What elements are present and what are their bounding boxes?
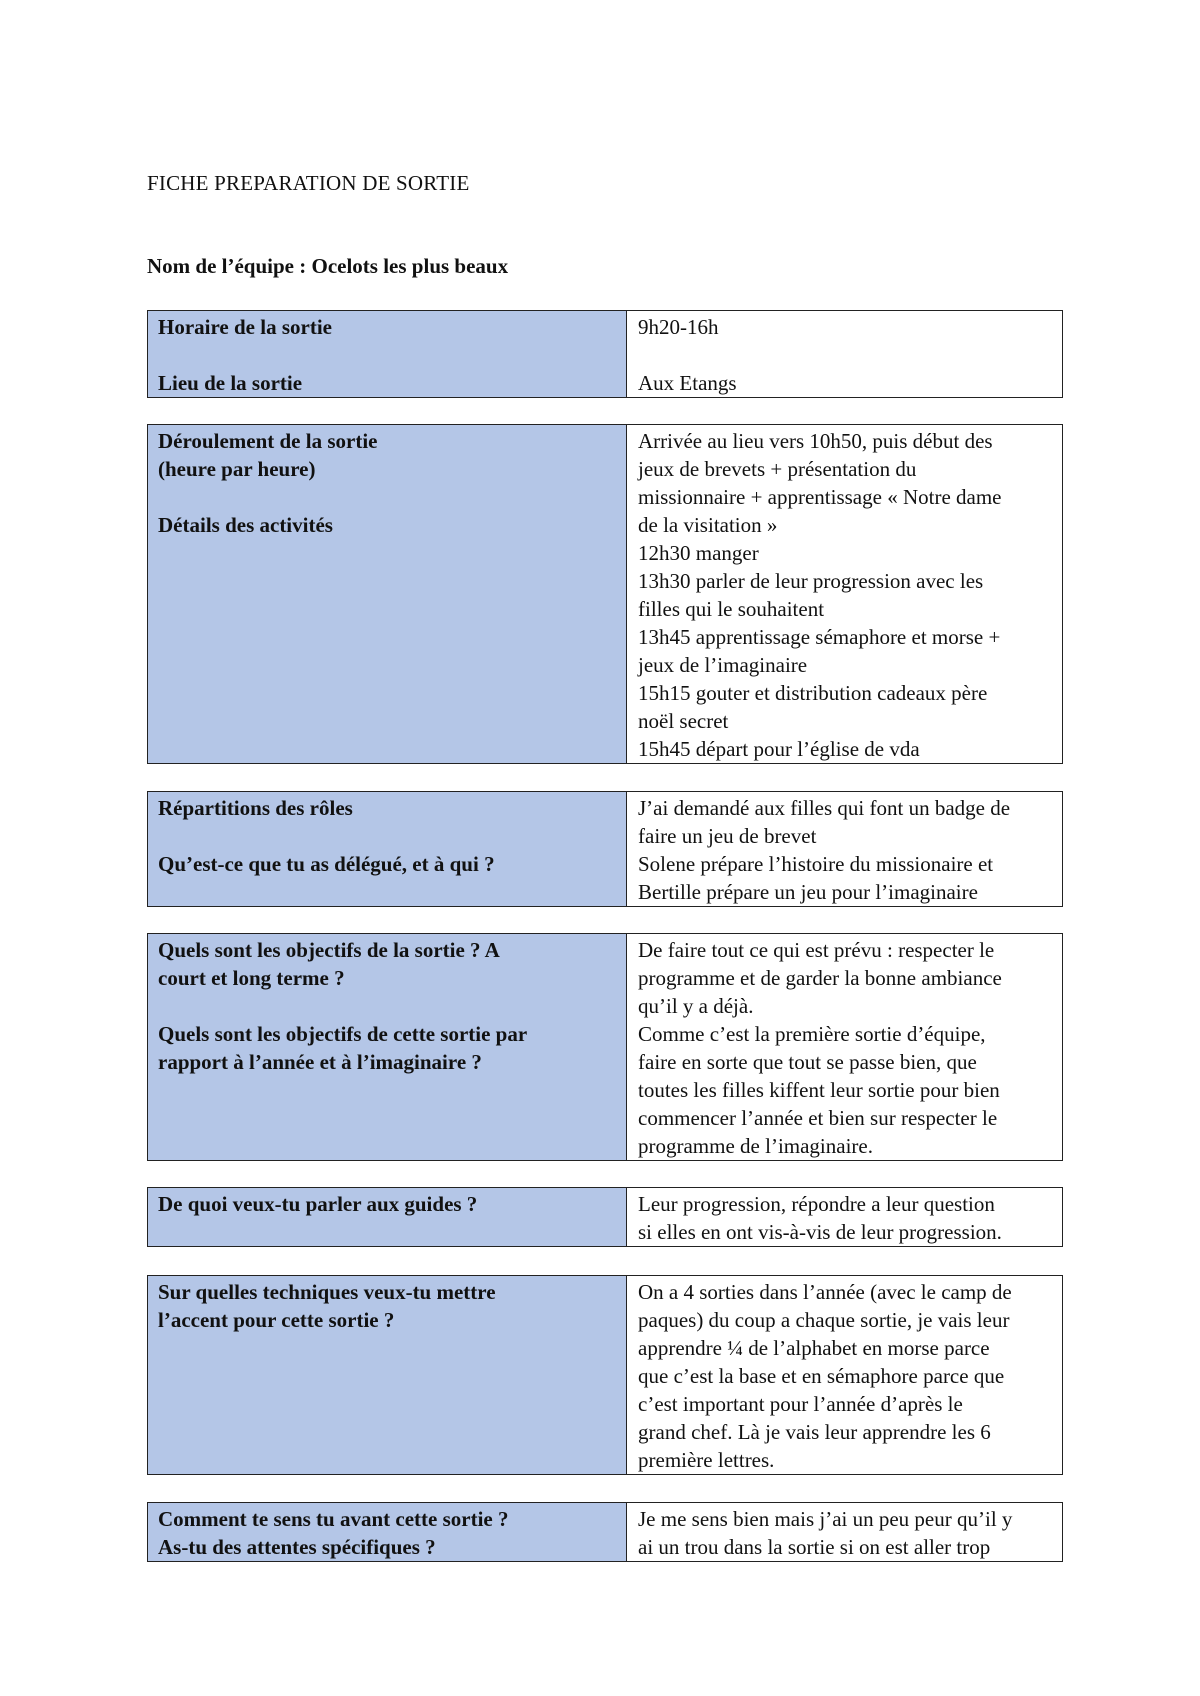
text-line: Répartitions des rôles xyxy=(158,796,353,820)
blank-line xyxy=(158,992,616,1020)
text-line: l’accent pour cette sortie ? xyxy=(158,1308,395,1332)
text-line: Aux Etangs xyxy=(638,371,737,395)
schedule-location-answer xyxy=(627,311,1063,398)
text-line: rapport à l’année et à l’imaginaire ? xyxy=(158,1050,482,1074)
text-line: Quels sont les objectifs de la sortie ? A xyxy=(158,938,500,962)
team-label: Nom de l’équipe : xyxy=(147,254,307,278)
text-line: commencer l’année et bien sur respecter le xyxy=(638,1106,998,1130)
text-line: Qu’est-ce que tu as délégué, et à qui ? xyxy=(158,852,495,876)
text-line: missionnaire + apprentissage « Notre dame xyxy=(638,485,1002,509)
roles-question xyxy=(148,792,627,907)
text-line: toutes les filles kiffent leur sortie pour bien xyxy=(638,1078,1000,1102)
text-line: Horaire de la sortie xyxy=(158,315,332,339)
text-line: As-tu des attentes spécifiques ? xyxy=(158,1535,436,1559)
text-line: ai un trou dans la sortie si on est aller trop xyxy=(638,1535,991,1559)
text-line: jeux de l’imaginaire xyxy=(638,653,808,677)
text-line: Arrivée au lieu vers 10h50, puis début des xyxy=(638,429,993,453)
text-line: Détails des activités xyxy=(158,513,333,537)
schedule-location-question xyxy=(148,311,627,398)
text-line: faire en sorte que tout se passe bien, que xyxy=(638,1050,977,1074)
text-line: court et long terme ? xyxy=(158,966,345,990)
text-line: Comme c’est la première sortie d’équipe, xyxy=(638,1022,986,1046)
team-line xyxy=(147,254,508,279)
text-line: Bertille prépare un jeu pour l’imaginaire xyxy=(638,880,978,904)
schedule-location-table xyxy=(147,310,1063,398)
blank-line xyxy=(158,483,616,511)
roles-answer xyxy=(627,792,1063,907)
text-line: Je me sens bien mais j’ai un peu peur qu’il y xyxy=(638,1507,1013,1531)
text-line: (heure par heure) xyxy=(158,457,316,481)
text-line: 9h20-16h xyxy=(638,315,719,339)
blank-line xyxy=(158,822,616,850)
guides-topic-question xyxy=(148,1188,627,1247)
text-line: jeux de brevets + présentation du xyxy=(638,457,917,481)
text-line: noël secret xyxy=(638,709,729,733)
blank-line xyxy=(158,341,616,369)
text-line: filles qui le souhaitent xyxy=(638,597,825,621)
blank-line xyxy=(638,341,1052,369)
text-line: de la visitation » xyxy=(638,513,778,537)
schedule-details-answer xyxy=(627,425,1063,764)
text-line: Solene prépare l’histoire du missionaire et xyxy=(638,852,994,876)
document-title: FICHE PREPARATION DE SORTIE xyxy=(147,171,470,195)
text-line: que c’est la base et en sémaphore parce que xyxy=(638,1364,1005,1388)
guides-topic-table xyxy=(147,1187,1063,1247)
text-line: qu’il y a déjà. xyxy=(638,994,754,1018)
roles-table xyxy=(147,791,1063,907)
text-line: J’ai demandé aux filles qui font un badge de xyxy=(638,796,1011,820)
techniques-question xyxy=(148,1276,627,1475)
schedule-details-question xyxy=(148,425,627,764)
text-line: grand chef. Là je vais leur apprendre les 6 xyxy=(638,1420,991,1444)
feelings-table xyxy=(147,1502,1063,1562)
text-line: première lettres. xyxy=(638,1448,775,1472)
text-line: faire un jeu de brevet xyxy=(638,824,817,848)
text-line: 15h45 départ pour l’église de vda xyxy=(638,737,920,761)
objectives-answer xyxy=(627,934,1063,1161)
guides-topic-answer xyxy=(627,1188,1063,1247)
text-line: Lieu de la sortie xyxy=(158,371,303,395)
techniques-answer xyxy=(627,1276,1063,1475)
text-line: Sur quelles techniques veux-tu mettre xyxy=(158,1280,496,1304)
text-line: programme de l’imaginaire. xyxy=(638,1134,873,1158)
text-line: si elles en ont vis-à-vis de leur progression. xyxy=(638,1220,1002,1244)
schedule-details-table xyxy=(147,424,1063,764)
text-line: De faire tout ce qui est prévu : respecter le xyxy=(638,938,995,962)
text-line: Leur progression, répondre a leur question xyxy=(638,1192,995,1216)
feelings-question xyxy=(148,1503,627,1562)
text-line: 12h30 manger xyxy=(638,541,759,565)
text-line: Déroulement de la sortie xyxy=(158,429,378,453)
text-line: apprendre ¼ de l’alphabet en morse parce xyxy=(638,1336,990,1360)
text-line: De quoi veux-tu parler aux guides ? xyxy=(158,1192,478,1216)
text-line: programme et de garder la bonne ambiance xyxy=(638,966,1002,990)
objectives-question xyxy=(148,934,627,1161)
feelings-answer xyxy=(627,1503,1063,1562)
text-line: 15h15 gouter et distribution cadeaux père xyxy=(638,681,988,705)
techniques-table xyxy=(147,1275,1063,1475)
text-line: paques) du coup a chaque sortie, je vais leur xyxy=(638,1308,1010,1332)
text-line: 13h45 apprentissage sémaphore et morse + xyxy=(638,625,1001,649)
text-line: On a 4 sorties dans l’année (avec le camp de xyxy=(638,1280,1012,1304)
text-line: Comment te sens tu avant cette sortie ? xyxy=(158,1507,509,1531)
text-line: c’est important pour l’année d’après le xyxy=(638,1392,963,1416)
text-line: 13h30 parler de leur progression avec les xyxy=(638,569,984,593)
text-line: Quels sont les objectifs de cette sortie par xyxy=(158,1022,528,1046)
team-name: Ocelots les plus beaux xyxy=(311,254,509,278)
objectives-table xyxy=(147,933,1063,1161)
